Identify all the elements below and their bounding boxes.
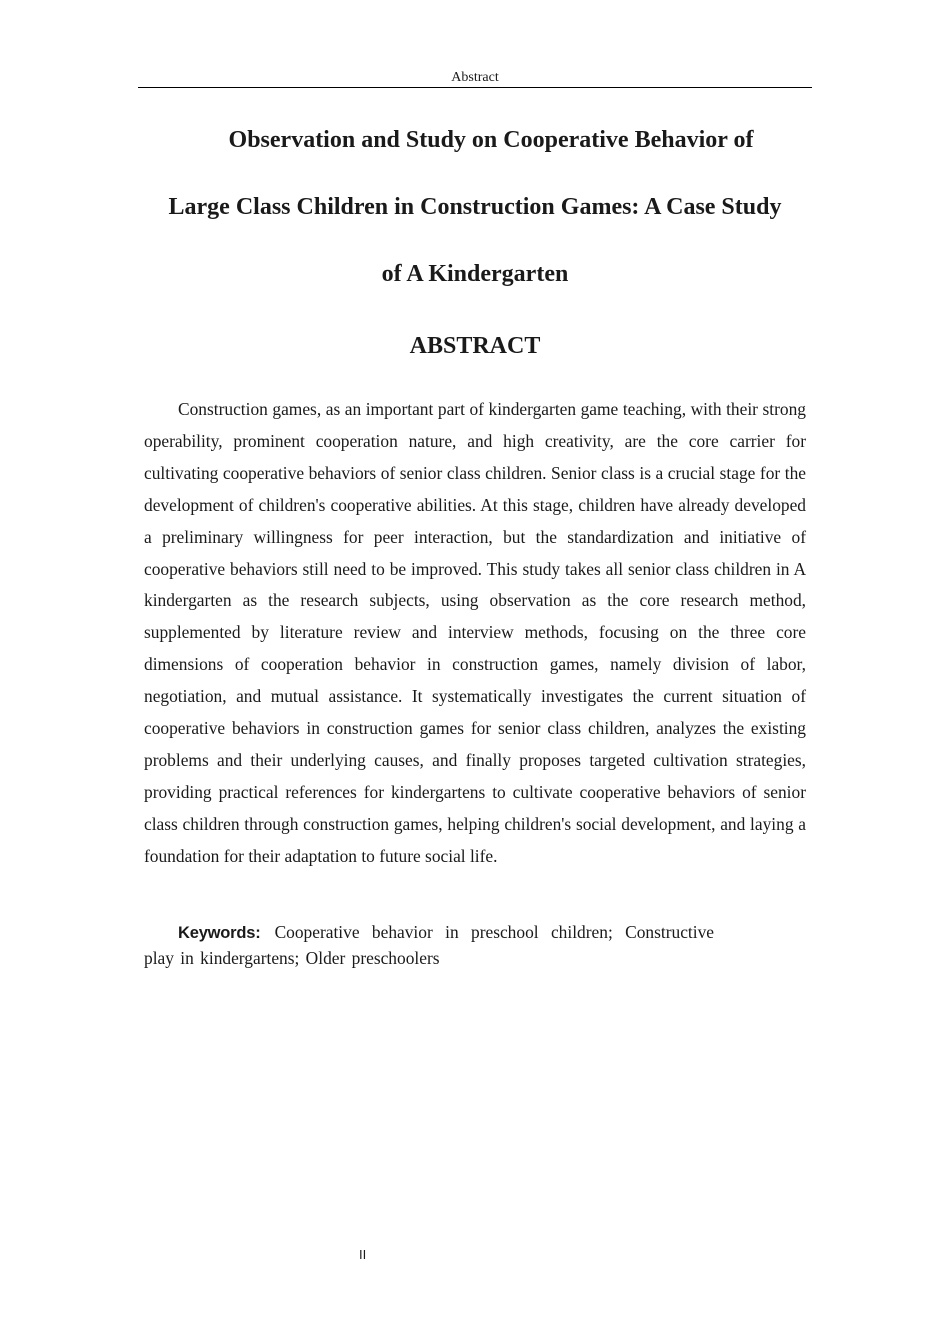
abstract-body: Construction games, as an important part of kindergarten game teaching, with their strong operability, prominent cooperation nature, and high creativity, are the core carrier for cultivating cooperative behaviors of senior class children. Senior class is a crucial stage for the development of children's cooperative abilities. At this stage, children have already developed a preliminary willingness for peer interaction, but the standardization and initiative of cooperative behaviors still need to be improved. This study takes all senior class children in A kindergarten as the research subjects, using observation as the core research method, supplemented by literature review and interview methods, focusing on the three core dimensions of cooperation behavior in construction games, namely division of labor, negotiation, and mutual assistance. It systematically investigates the current situation of cooperative behaviors in construction games for senior class children, analyzes the existing problems and their underlying causes, and finally proposes targeted cultivation strategies, providing practical references for kindergartens to cultivate cooperative behaviors of senior class children through construction games, helping children's social development, and laying a foundation for their adaptation to future social life.	[144, 399, 806, 866]
keywords-text: Cooperative behavior in preschool children; Constructive play in kindergartens; Older preschoolers	[144, 922, 714, 968]
keywords-paragraph	[144, 920, 714, 971]
header-rule	[138, 87, 812, 88]
running-header: Abstract	[451, 70, 499, 85]
title-line-2: Large Class Children in Construction Games: A Case Study	[168, 194, 782, 220]
title-line-1: Observation and Study on Cooperative Behavior of	[228, 127, 754, 153]
abstract-heading: ABSTRACT	[409, 333, 541, 359]
keywords-label: Keywords:	[178, 924, 261, 942]
title-line-3: of A Kindergarten	[381, 261, 569, 287]
page-number: II	[359, 1247, 367, 1262]
